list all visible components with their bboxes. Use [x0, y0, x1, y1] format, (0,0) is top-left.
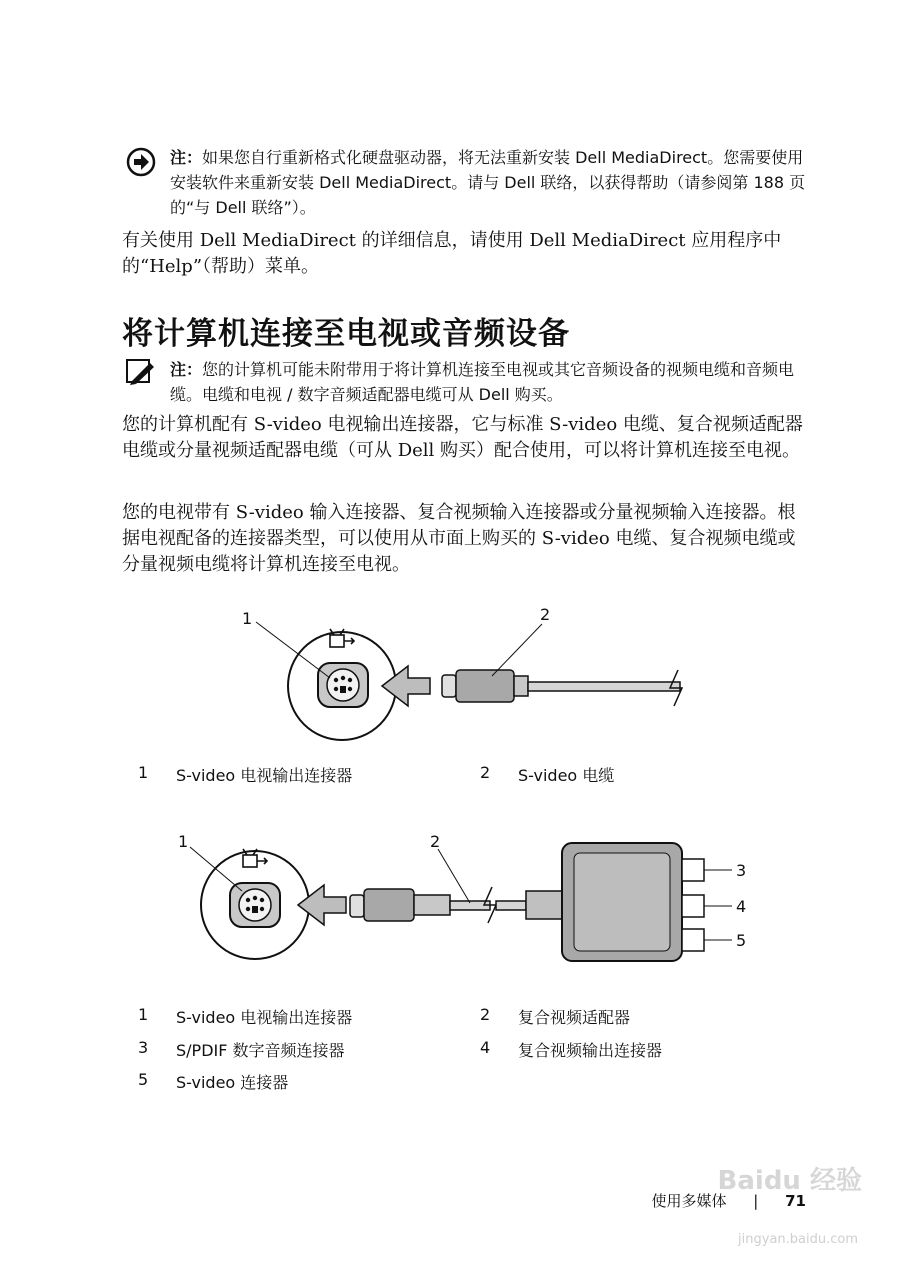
legend-number: 2	[480, 763, 491, 782]
legend-item	[480, 1038, 780, 1062]
watermark-url: jingyan.baidu.com	[738, 1232, 858, 1247]
callout-2: 2	[430, 832, 441, 851]
legend-number: 3	[138, 1038, 149, 1057]
callout-line-2	[492, 624, 542, 676]
note-pencil-icon	[126, 359, 156, 385]
legend-text: 复合视频输出连接器	[518, 1041, 663, 1060]
legend-text: S-video 电缆	[518, 766, 615, 785]
legend-text: S-video 电视输出连接器	[176, 766, 353, 785]
legend-item	[138, 1038, 438, 1062]
legend-number: 1	[138, 1005, 149, 1024]
legend-item	[480, 763, 780, 787]
callout-4: 4	[736, 897, 747, 916]
legend-item	[480, 1005, 780, 1029]
adapter-cable	[350, 887, 562, 923]
callout-3: 3	[736, 861, 747, 880]
notice-arrow-icon	[126, 147, 156, 177]
note-content	[170, 357, 810, 407]
note-label: 注：	[170, 360, 203, 379]
section-title: 将计算机连接至电视或音频设备	[122, 316, 570, 352]
svideo-port	[230, 883, 280, 927]
legend-text: S-video 连接器	[176, 1073, 289, 1092]
legend-item	[138, 763, 438, 787]
note-text: 您的计算机可能未附带用于将计算机连接至电视或其它音频设备的视频电缆和音频电缆。电缆和电视 / 数字音频适配器电缆可从 Dell 购买。	[170, 360, 795, 404]
legend-text: 复合视频适配器	[518, 1008, 631, 1027]
callout-1: 1	[178, 832, 189, 851]
footer-separator: |	[753, 1192, 759, 1210]
tv-paragraph: 您的电视带有 S-video 输入连接器、复合视频输入连接器或分量视频输入连接器。根据电视配备的连接器类型，可以使用从市面上购买的 S-video 电缆、复合视频电缆或分量视频电缆将计算机连接至电视。	[122, 502, 796, 575]
legend-number: 5	[138, 1070, 149, 1089]
notice-content	[170, 145, 810, 220]
callout-2: 2	[540, 605, 551, 624]
legend-text: S-video 电视输出连接器	[176, 1008, 353, 1027]
legend-number: 2	[480, 1005, 491, 1024]
legend-number: 4	[480, 1038, 491, 1057]
watermark-logo: Baidu 经验	[717, 1166, 862, 1196]
callout-5: 5	[736, 931, 747, 950]
legend-item	[138, 1005, 438, 1029]
svideo-plug	[442, 670, 682, 706]
legend-text: S/PDIF 数字音频连接器	[176, 1041, 345, 1060]
legend-item	[138, 1070, 438, 1094]
figure-composite-adapter	[170, 825, 760, 985]
help-paragraph: 有关使用 Dell MediaDirect 的详细信息，请使用 Dell MediaDirect 应用程序中的“Help”（帮助）菜单。	[122, 230, 782, 277]
callout-1: 1	[242, 609, 253, 628]
connector-paragraph: 您的计算机配有 S-video 电视输出连接器，它与标准 S-video 电缆、复合视频适配器电缆或分量视频适配器电缆（可从 Dell 购买）配合使用，可以将计算机连接至电视。	[122, 414, 803, 461]
footer-section: 使用多媒体	[651, 1192, 727, 1210]
figure-svideo-cable	[230, 600, 710, 750]
notice-label: 注：	[170, 148, 203, 167]
legend-number: 1	[138, 763, 149, 782]
composite-adapter-box	[562, 843, 704, 961]
notice-text: 如果您自行重新格式化硬盘驱动器，将无法重新安装 Dell MediaDirect。您需要使用安装软件来重新安装 Dell MediaDirect。请与 Dell 联络，以获得帮助（请参阅第 188 页的“与 Dell 联络”）。	[170, 148, 806, 217]
page-number: 71	[785, 1192, 806, 1210]
svideo-port	[318, 663, 368, 707]
